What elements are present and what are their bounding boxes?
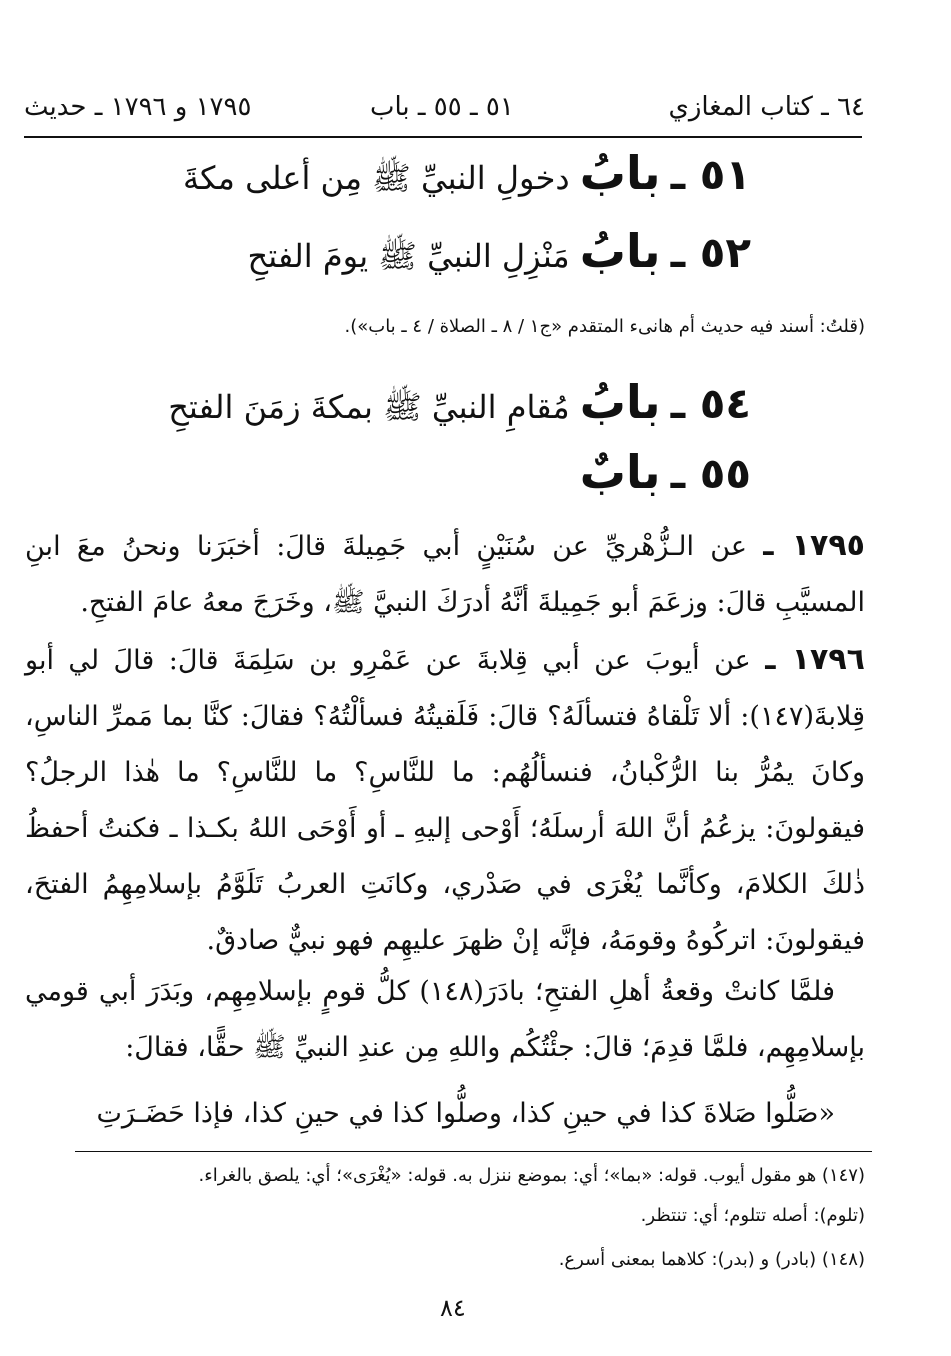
page-number: ٨٤	[440, 1294, 466, 1322]
chapter-bab-word: بابُ	[579, 224, 661, 278]
editor-note: (قلتُ: أسند فيه حديث أم هانىء المتقدم «ج١ / ٨ ـ الصلاة / ٤ ـ باب»).	[344, 316, 865, 337]
chapter-number: ٥٤ ـ	[670, 379, 751, 428]
hadith-1796	[25, 632, 865, 969]
chapter-bab-word: بابٌ	[579, 445, 661, 499]
hadith-1795	[25, 518, 865, 631]
running-header-chapter-range: ٥١ ـ ٥٥ ـ باب	[370, 92, 514, 122]
chapter-bab-word: بابُ	[579, 146, 661, 200]
chapter-heading-54	[168, 375, 751, 434]
footnote-rule	[75, 1151, 872, 1152]
hadith-number: ١٧٩٦ ـ	[765, 642, 865, 677]
footnote-147: (١٤٧) هو مقول أيوب. قوله: «بما»؛ أي: بموضع ننزل به. قوله: «يُغْرَى»؛ أي: يلصق بالغراء.	[198, 1165, 865, 1186]
header-rule	[24, 136, 862, 138]
chapter-title: مَنْزِلِ النبيِّ ﷺ يومَ الفتحِ	[247, 237, 570, 275]
chapter-heading-55	[580, 445, 751, 499]
running-header-hadith-range: ١٧٩٥ و ١٧٩٦ ـ حديث	[24, 92, 252, 122]
chapter-heading-51	[183, 146, 751, 205]
hadith-text: عن أيوبَ عن أبي قِلابةَ عن عَمْرِو بن سَلِمَةَ قالَ: قالَ لي أبو قِلابةَ(١٤٧): ألا تَلْقاهُ فتسألَهُ؟ قالَ: فَلَقيتُهُ فسألْتُهُ؟ فقالَ: كنَّا بما مَمرِّ الناسِ، وكانَ يمُرُّ بنا الرُّكْبانُ، فنسألُهُم: ما للنَّاسِ؟ ما للنَّاسِ؟ ما هٰذا الرجلُ؟ فيقولونَ: يزعُمُ أنَّ اللهَ أرسلَهُ؛ أَوْحى إليهِ ـ أو أَوْحَى اللهُ بكـذا ـ فكنتُ أحفظُ ذٰلكَ الكلامَ، وكأنَّما يُغْرَى في صَدْري، وكانَتِ العربُ تَلَوَّمُ بإسلامِهِمُ الفتحَ، فيقولونَ: اتركُوهُ وقومَهُ، فإنَّه إنْ ظهرَ عليهِم فهو نبيٌّ صادقٌ.	[25, 645, 865, 956]
chapter-bab-word: بابُ	[579, 375, 661, 429]
chapter-heading-52	[248, 224, 751, 283]
chapter-number: ٥١ ـ	[670, 150, 751, 199]
hadith-number: ١٧٩٥ ـ	[763, 528, 865, 563]
hadith-text: عن الـزُّهْريِّ عن سُنَيْنٍ أبي جَمِيلةَ قالَ: أخبَرَنا ونحنُ معَ ابنِ المسيَّبِ قالَ: وزعَمَ أبو جَمِيلةَ أنَّهُ أدرَكَ النبيَّ ﷺ، وخَرَجَ معهُ عامَ الفتحِ.	[25, 531, 865, 618]
running-header-book-title: ٦٤ ـ كتاب المغازي	[668, 92, 865, 122]
hadith-1796-quote: «صَلُّوا صَلاةَ كذا في حينِ كذا، وصلُّوا كذا في حينِ كذا، فإذا حَضَـرَتِ	[96, 1098, 835, 1129]
footnote-147-continuation: (تلوم): أصله تتلوم؛ أي: تنتظر.	[640, 1205, 865, 1226]
chapter-number: ٥٢ ـ	[670, 228, 751, 277]
chapter-title: دخولِ النبيِّ ﷺ مِن أعلى مكةَ	[182, 159, 570, 197]
hadith-1796-continuation: فلمَّا كانتْ وقعةُ أهلِ الفتحِ؛ بادَرَ(١٤٨) كلُّ قومٍ بإسلامِهِم، وبَدَرَ أبي قومي بإسلامِهِم، فلمَّا قدِمَ؛ قالَ: جئْتُكُم واللهِ مِن عندِ النبيِّ ﷺ حقًّا، فقالَ:	[25, 976, 865, 1063]
chapter-number: ٥٥ ـ	[670, 449, 751, 498]
chapter-title: مُقامِ النبيِّ ﷺ بمكةَ زمَنَ الفتحِ	[168, 388, 570, 426]
footnote-148: (١٤٨) (بادر) و (بدر): كلاهما بمعنى أسرع.	[558, 1249, 865, 1270]
